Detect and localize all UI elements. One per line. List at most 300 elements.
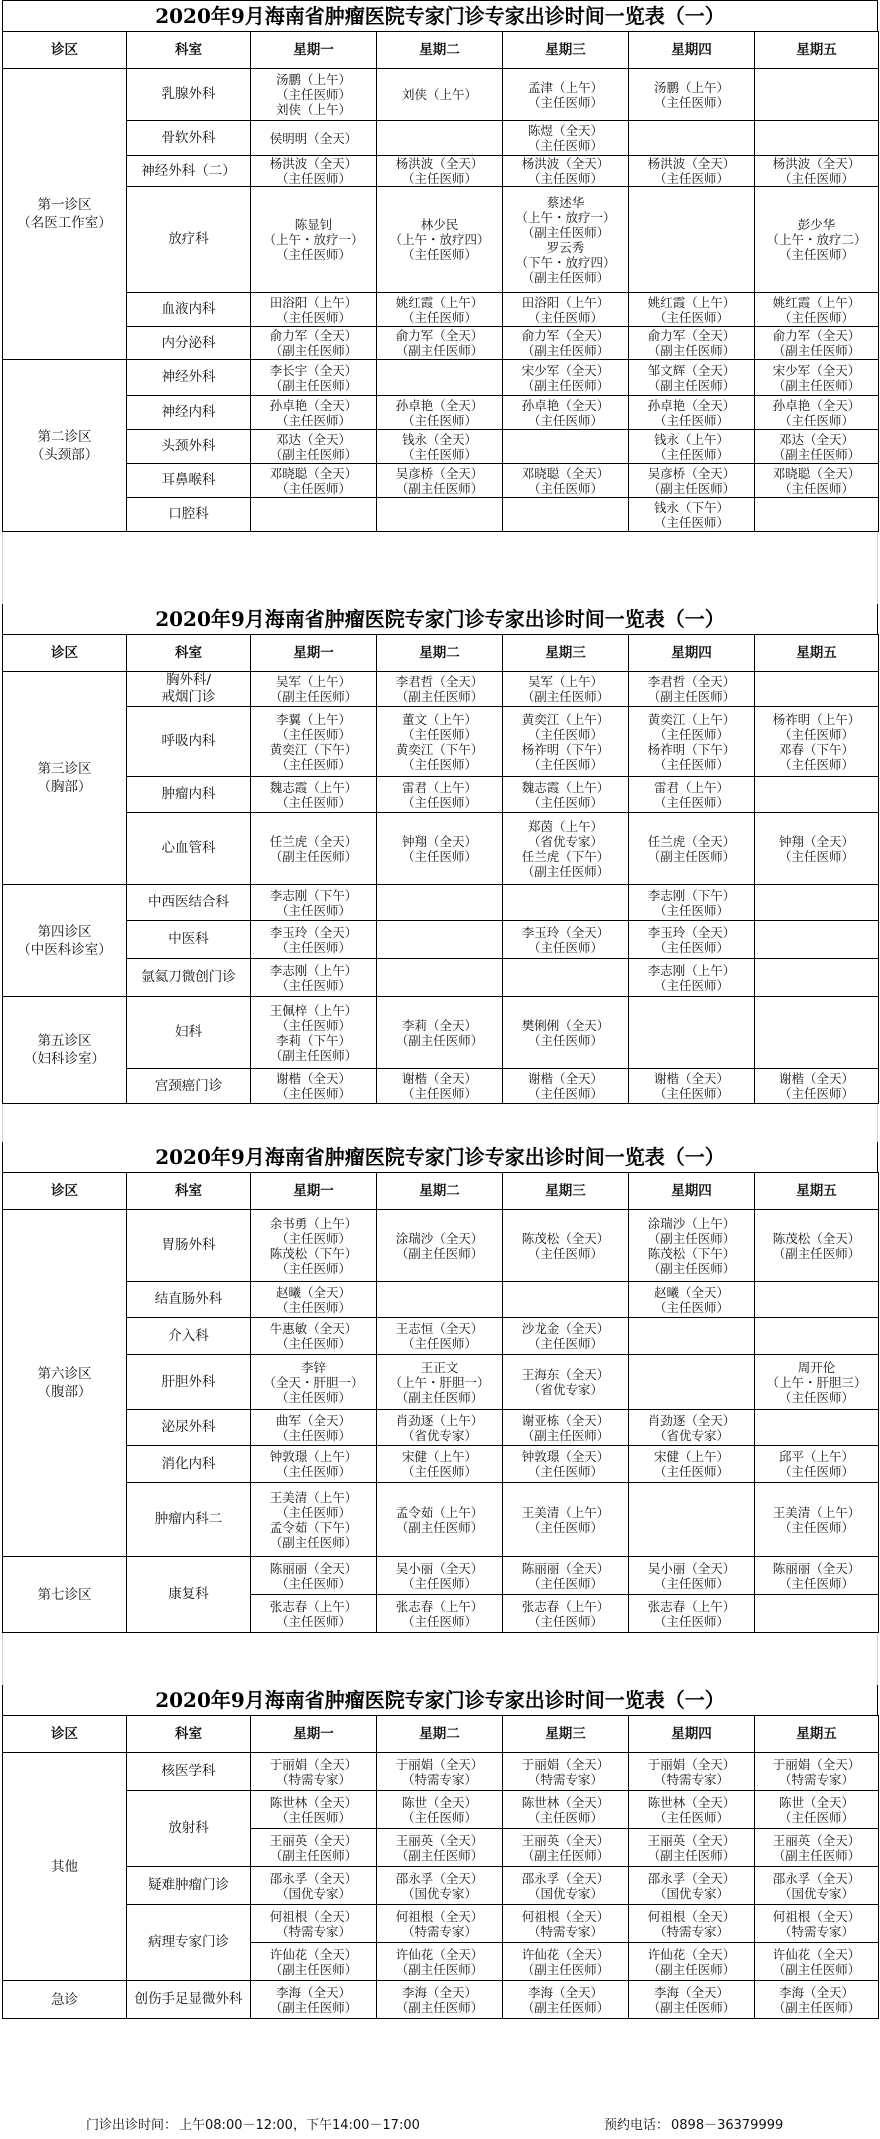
zone-name: 第五诊区 — [37, 1033, 92, 1049]
doctor-line: （副主任医师） — [647, 480, 736, 496]
table-row — [3, 997, 879, 1069]
schedule-cell — [503, 959, 629, 997]
table-row — [3, 1905, 879, 1943]
department-cell — [127, 997, 251, 1069]
table-row — [3, 1282, 879, 1318]
table-row — [3, 360, 879, 396]
doctor-line: （主任医师） — [653, 412, 729, 428]
schedule-cell — [377, 1829, 503, 1867]
doctor-line: 钟敦璟（全天） — [521, 1449, 610, 1464]
doctor-line: （主任医师） — [653, 756, 729, 772]
doctor-line: （特需专家） — [527, 1771, 603, 1787]
doctor-line: 李长宇（全天） — [269, 362, 358, 378]
doctor-line: 陈丽丽（全天） — [521, 1560, 610, 1576]
department-cell — [127, 69, 251, 121]
doctor-line: 侯明明（全天） — [269, 130, 358, 146]
column-header: 星期三 — [503, 1716, 629, 1753]
doctor-line: （主任医师） — [275, 1613, 351, 1629]
table-row — [3, 1483, 879, 1557]
schedule-cell — [629, 1829, 755, 1867]
zone-name: （中医科诊室） — [17, 941, 112, 958]
doctor-line: （特需专家） — [275, 1923, 351, 1939]
doctor-line: （主任医师） — [275, 902, 351, 918]
doctor-line: （主任医师） — [778, 1389, 854, 1405]
table-row — [3, 121, 879, 156]
doctor-line: （主任医师） — [275, 1809, 351, 1825]
department-cell — [127, 187, 251, 293]
doctor-line: （副主任医师） — [269, 689, 358, 704]
doctor-line: 董文（上午） — [401, 711, 477, 727]
department-name: 康复科 — [168, 1586, 209, 1602]
table-row — [3, 1981, 879, 2019]
doctor-line: （主任医师） — [275, 171, 351, 186]
zone-cell — [3, 1210, 127, 1557]
doctor-line: （主任医师） — [275, 87, 351, 102]
doctor-line: 林少民 — [420, 217, 459, 232]
schedule-cell — [503, 1410, 629, 1446]
schedule-cell — [755, 430, 879, 464]
doctor-line: 李君哲（全天） — [647, 674, 736, 689]
doctor-line: （省优专家） — [653, 1427, 729, 1443]
doctor-line: （主任医师） — [653, 977, 729, 993]
doctor-line: 孟令茹（上午） — [395, 1504, 484, 1520]
doctor-line: （副主任医师） — [395, 343, 484, 358]
department-cell — [127, 1210, 251, 1282]
doctor-line: 张志春（上午） — [269, 1598, 358, 1614]
schedule-cell — [755, 69, 879, 121]
doctor-line: （主任医师） — [653, 1613, 729, 1629]
department-cell — [127, 777, 251, 813]
schedule-cell — [755, 959, 879, 997]
department-name: 骨软外科 — [161, 129, 216, 146]
doctor-line: 宋少军（全天） — [521, 362, 610, 378]
doctor-line: 张志春（上午） — [647, 1598, 736, 1614]
doctor-line: 谢楷（全天） — [778, 1071, 854, 1086]
column-header: 诊区 — [3, 1716, 127, 1753]
schedule-cell — [755, 327, 879, 360]
schedule-cell — [755, 1981, 879, 2019]
doctor-line: 孙卓艳（全天） — [521, 397, 610, 413]
schedule-cell — [755, 156, 879, 187]
doctor-line: 王丽英（全天） — [395, 1832, 484, 1848]
department-cell — [127, 1318, 251, 1355]
schedule-cell — [755, 813, 879, 885]
zone-cell — [3, 997, 127, 1104]
doctor-line: （主任医师） — [778, 171, 854, 186]
doctor-line: （主任医师） — [401, 1464, 477, 1479]
doctor-line: （特需专家） — [401, 1771, 477, 1787]
doctor-line: （副主任医师） — [395, 480, 484, 496]
schedule-cell — [755, 360, 879, 396]
doctor-line: 宋健（上午） — [401, 1449, 477, 1464]
footer — [0, 2110, 880, 2136]
doctor-line: 郑茵（上午） — [527, 818, 603, 834]
table-row — [3, 327, 879, 360]
schedule-cell — [503, 707, 629, 777]
doctor-line: （主任医师） — [275, 1336, 351, 1351]
doctor-line: 吴小丽（全天） — [395, 1560, 484, 1576]
table-row — [3, 464, 879, 498]
doctor-line: 于丽娟（全天） — [269, 1756, 358, 1772]
zone-name: 其他 — [51, 1858, 78, 1875]
doctor-line: 雷君（上午） — [653, 779, 729, 795]
department-cell — [127, 1791, 251, 1867]
schedule-cell — [629, 707, 755, 777]
schedule-cell — [629, 1557, 755, 1595]
department-cell — [127, 1282, 251, 1318]
schedule-cell — [377, 1210, 503, 1282]
schedule-cell — [503, 777, 629, 813]
doctor-line: （副主任医师） — [521, 1999, 610, 2015]
schedule-cell — [377, 1595, 503, 1633]
schedule-cell — [377, 1981, 503, 2019]
table-row — [3, 707, 879, 777]
doctor-line: （主任医师） — [401, 1086, 477, 1101]
schedule-cell — [251, 1446, 377, 1483]
doctor-line: （主任医师） — [527, 794, 603, 810]
doctor-line: （副主任医师） — [269, 1961, 358, 1977]
doctor-line: 邓晓聪（全天） — [521, 465, 610, 481]
doctor-line: （副主任医师） — [772, 1847, 861, 1863]
schedule-cell — [629, 498, 755, 532]
column-header: 星期二 — [377, 32, 503, 69]
schedule-cell — [755, 293, 879, 327]
schedule-cell — [377, 1446, 503, 1483]
column-header: 科室 — [127, 1716, 251, 1753]
column-header: 科室 — [127, 1173, 251, 1210]
doctor-line: 邵永孚（全天） — [269, 1870, 358, 1886]
column-header: 星期二 — [377, 1716, 503, 1753]
schedule-cell — [377, 885, 503, 921]
department-name: 妇科 — [175, 1024, 202, 1040]
doctor-line: （主任医师） — [275, 1230, 351, 1246]
doctor-line: 杨洪波（全天） — [395, 156, 484, 171]
schedule-cell — [251, 1282, 377, 1318]
doctor-line: 余书勇（上午） — [269, 1215, 358, 1231]
doctor-line: 杨洪波（全天） — [269, 156, 358, 171]
doctor-line: 李玉玲（全天） — [647, 924, 736, 940]
schedule-cell — [251, 121, 377, 156]
schedule-cell — [251, 1753, 377, 1791]
doctor-line: 钟敦璟（上午） — [269, 1449, 358, 1464]
schedule-cell — [377, 707, 503, 777]
department-cell — [127, 1069, 251, 1104]
table-row — [3, 885, 879, 921]
doctor-line: 黄奕江（上午） — [521, 711, 610, 727]
doctor-line: 王丽英（全天） — [521, 1832, 610, 1848]
schedule-title: 2020年9月海南省肿瘤医院专家门诊专家出诊时间一览表（一） — [2, 1685, 878, 1715]
schedule-cell — [251, 464, 377, 498]
header-row — [3, 1716, 879, 1753]
doctor-line: （主任医师） — [275, 309, 351, 325]
doctor-line: 周开伦 — [797, 1359, 836, 1375]
doctor-line: （主任医师） — [401, 1809, 477, 1825]
schedule-cell — [251, 1943, 377, 1981]
doctor-line: （主任医师） — [275, 1389, 351, 1405]
doctor-line: （主任医师） — [653, 309, 729, 325]
schedule-cell — [503, 885, 629, 921]
doctor-line: （主任医师） — [653, 794, 729, 810]
schedule-cell — [629, 1446, 755, 1483]
department-cell — [127, 672, 251, 707]
doctor-line: 彭少华 — [797, 217, 836, 232]
doctor-line: 陈世（全天） — [401, 1794, 477, 1810]
schedule-cell — [251, 293, 377, 327]
zone-cell — [3, 1981, 127, 2019]
department-cell — [127, 1867, 251, 1905]
doctor-line: 李锌 — [300, 1359, 326, 1375]
department-name: 耳鼻喉科 — [161, 472, 216, 488]
table-row — [3, 187, 879, 293]
schedule-cell — [755, 777, 879, 813]
department-name: 宫颈癌门诊 — [154, 1077, 223, 1094]
department-cell — [127, 156, 251, 187]
doctor-line: （主任医师） — [401, 171, 477, 186]
doctor-line: （副主任医师） — [521, 1427, 610, 1443]
department-cell — [127, 1446, 251, 1483]
doctor-line: （副主任医师） — [395, 1389, 484, 1405]
table-row — [3, 1318, 879, 1355]
doctor-line: （副主任医师） — [772, 377, 861, 393]
doctor-line: 魏志霞（上午） — [269, 779, 358, 795]
doctor-line: 汤鹏（上午） — [275, 72, 351, 87]
doctor-line: （主任医师） — [653, 902, 729, 918]
schedule-cell — [629, 1483, 755, 1557]
section-spacer — [2, 1104, 878, 1142]
doctor-line: 陈显钊 — [294, 217, 333, 232]
schedule-cell — [503, 1943, 629, 1981]
doctor-line: 孙卓艳（全天） — [269, 397, 358, 413]
zone-cell — [3, 885, 127, 997]
department-name: 疑难肿瘤门诊 — [148, 1877, 229, 1893]
doctor-line: 陈茂松（全天） — [772, 1230, 861, 1246]
department-name: 胃肠外科 — [161, 1237, 216, 1253]
schedule-cell — [251, 430, 377, 464]
column-header: 星期一 — [251, 1716, 377, 1753]
department-cell — [127, 121, 251, 156]
schedule-cell — [503, 498, 629, 532]
zone-cell — [3, 672, 127, 885]
doctor-line: （副主任医师） — [269, 1847, 358, 1863]
doctor-line: （主任医师） — [527, 1086, 603, 1101]
schedule-cell — [377, 813, 503, 885]
doctor-line: （副主任医师） — [772, 446, 861, 462]
schedule-cell — [377, 156, 503, 187]
zone-name: （腹部） — [37, 1384, 92, 1400]
table-row — [3, 1791, 879, 1829]
table-row — [3, 1753, 879, 1791]
doctor-line: （主任医师） — [275, 1464, 351, 1479]
doctor-line: （副主任医师） — [521, 377, 610, 393]
department-cell — [127, 813, 251, 885]
doctor-line: （省优专家） — [401, 1427, 477, 1443]
schedule-cell — [377, 187, 503, 293]
doctor-line: 黄奕江（下午） — [269, 741, 358, 757]
doctor-line: 于丽娟（全天） — [647, 1756, 736, 1772]
schedule-cell — [251, 997, 377, 1069]
doctor-line: （主任医师） — [527, 138, 603, 153]
header-row — [3, 32, 879, 69]
table-row — [3, 69, 879, 121]
schedule-cell — [503, 672, 629, 707]
doctor-line: （主任医师） — [527, 1032, 603, 1048]
doctor-line: 许仙花（全天） — [772, 1946, 861, 1962]
doctor-line: （副主任医师） — [521, 1847, 610, 1863]
department-cell — [127, 327, 251, 360]
doctor-line: 田浴阳（上午） — [269, 294, 358, 310]
doctor-line: 李君哲（全天） — [395, 674, 484, 689]
doctor-line: （主任医师） — [527, 309, 603, 325]
schedule-cell — [377, 672, 503, 707]
column-header: 科室 — [127, 635, 251, 672]
department-name: 口腔科 — [168, 506, 209, 522]
doctor-line: （主任医师） — [275, 1260, 351, 1276]
doctor-line: 于丽娟（全天） — [772, 1756, 861, 1772]
department-name: 神经内科 — [161, 404, 216, 420]
doctor-line: （副主任医师） — [395, 1999, 484, 2015]
doctor-line: 邵永孚（全天） — [772, 1870, 861, 1886]
schedule-cell — [503, 1829, 629, 1867]
schedule-cell — [377, 121, 503, 156]
doctor-line: 陈丽丽（全天） — [772, 1560, 861, 1576]
doctor-line: 李海（全天） — [275, 1984, 351, 2000]
schedule-cell — [629, 1595, 755, 1633]
department-cell — [127, 430, 251, 464]
schedule-cell — [377, 464, 503, 498]
doctor-line: 王美清（上午） — [772, 1504, 861, 1520]
column-header: 星期五 — [755, 1173, 879, 1210]
schedule-cell — [629, 672, 755, 707]
doctor-line: （主任医师） — [778, 412, 854, 428]
schedule-cell — [251, 498, 377, 532]
doctor-line: 曲军（全天） — [275, 1412, 351, 1428]
schedule-cell — [503, 1753, 629, 1791]
zone-name: 急诊 — [51, 1991, 78, 2008]
schedule-cell — [251, 327, 377, 360]
doctor-line: 王正文 — [420, 1359, 459, 1375]
doctor-line: 雷君（上午） — [401, 779, 477, 795]
doctor-line: 吴彦桥（全天） — [647, 465, 736, 481]
doctor-line: 姚红霞（上午） — [395, 294, 484, 310]
doctor-line: （主任医师） — [778, 1809, 854, 1825]
schedule-cell — [377, 327, 503, 360]
doctor-line: 肖劲逐（上午） — [395, 1412, 484, 1428]
schedule-cell — [251, 1069, 377, 1104]
doctor-line: 吴军（上午） — [275, 674, 351, 689]
schedule-cell — [377, 293, 503, 327]
schedule-cell — [629, 921, 755, 959]
schedule-cell — [629, 293, 755, 327]
doctor-line: （特需专家） — [653, 1923, 729, 1939]
schedule-cell — [251, 1410, 377, 1446]
doctor-line: （特需专家） — [778, 1923, 854, 1939]
schedule-cell — [755, 1829, 879, 1867]
doctor-line: （副主任医师） — [521, 224, 610, 240]
doctor-line: 李志刚（下午） — [269, 887, 358, 903]
doctor-line: 于丽娟（全天） — [395, 1756, 484, 1772]
department-cell — [127, 360, 251, 396]
doctor-line: （主任医师） — [778, 848, 854, 864]
department-cell — [127, 1355, 251, 1410]
schedule-cell — [755, 1595, 879, 1633]
zone-name: 第二诊区 — [37, 428, 92, 445]
schedule-cell — [377, 1069, 503, 1104]
doctor-line: 黄奕江（上午） — [647, 711, 736, 727]
schedule-table — [2, 634, 879, 1104]
column-header: 星期三 — [503, 32, 629, 69]
schedule-cell — [503, 1318, 629, 1355]
schedule-title: 2020年9月海南省肿瘤医院专家门诊专家出诊时间一览表（一） — [2, 1142, 878, 1172]
doctor-line: （主任医师） — [653, 1575, 729, 1591]
doctor-line: （主任医师） — [527, 1809, 603, 1825]
doctor-line: 李海（全天） — [778, 1984, 854, 2000]
schedule-cell — [629, 327, 755, 360]
department-name: 头颈外科 — [161, 438, 216, 454]
doctor-line: （上午・肝胆三） — [766, 1374, 867, 1390]
doctor-line: 谢楷（全天） — [653, 1071, 729, 1086]
schedule-cell — [755, 1069, 879, 1104]
schedule-section — [2, 1685, 878, 2019]
table-row — [3, 813, 879, 885]
doctor-line: （全天・肝胆一） — [263, 1374, 364, 1390]
department-name: 呼吸内科 — [161, 733, 216, 749]
schedule-cell — [377, 1410, 503, 1446]
schedule-cell — [629, 959, 755, 997]
schedule-cell — [377, 360, 503, 396]
doctor-line: 沙龙金（全天） — [521, 1321, 610, 1336]
doctor-line: 王丽英（全天） — [647, 1832, 736, 1848]
schedule-cell — [629, 430, 755, 464]
schedule-cell — [251, 813, 377, 885]
schedule-cell — [503, 1867, 629, 1905]
doctor-line: 许仙花（全天） — [647, 1946, 736, 1962]
doctor-line: 刘侠（上午） — [275, 102, 351, 117]
schedule-cell — [503, 1483, 629, 1557]
doctor-line: （主任医师） — [653, 1464, 729, 1479]
column-header: 星期四 — [629, 1716, 755, 1753]
department-cell — [127, 885, 251, 921]
doctor-line: （副主任医师） — [269, 1047, 358, 1063]
table-row — [3, 777, 879, 813]
department-name: 肿瘤内科 — [161, 786, 216, 802]
schedule-cell — [503, 69, 629, 121]
department-name: 介入科 — [168, 1327, 209, 1344]
doctor-line: 何祖根（全天） — [395, 1908, 484, 1924]
schedule-cell — [629, 1753, 755, 1791]
schedule-cell — [629, 1318, 755, 1355]
doctor-line: （副主任医师） — [647, 377, 736, 393]
department-cell — [127, 921, 251, 959]
doctor-line: 王美清（上午） — [521, 1504, 610, 1520]
doctor-line: 李莉（全天） — [401, 1017, 477, 1033]
department-name: 乳腺外科 — [161, 86, 216, 102]
doctor-line: （上午・放疗一） — [515, 209, 616, 225]
department-name: 肿瘤内科二 — [154, 1511, 223, 1527]
doctor-line: （主任医师） — [778, 1464, 854, 1479]
doctor-line: （副主任医师） — [269, 343, 358, 358]
doctor-line: （主任医师） — [401, 446, 477, 462]
doctor-line: 赵曦（全天） — [275, 1284, 351, 1300]
schedule-cell — [629, 1981, 755, 2019]
doctor-line: 邓晓聪（全天） — [269, 465, 358, 481]
schedule-cell — [251, 360, 377, 396]
schedule-cell — [251, 1867, 377, 1905]
doctor-line: 李海（全天） — [653, 1984, 729, 2000]
schedule-cell — [503, 187, 629, 293]
schedule-cell — [377, 1753, 503, 1791]
doctor-line: （副主任医师） — [521, 863, 610, 879]
doctor-line: （主任医师） — [275, 756, 351, 772]
